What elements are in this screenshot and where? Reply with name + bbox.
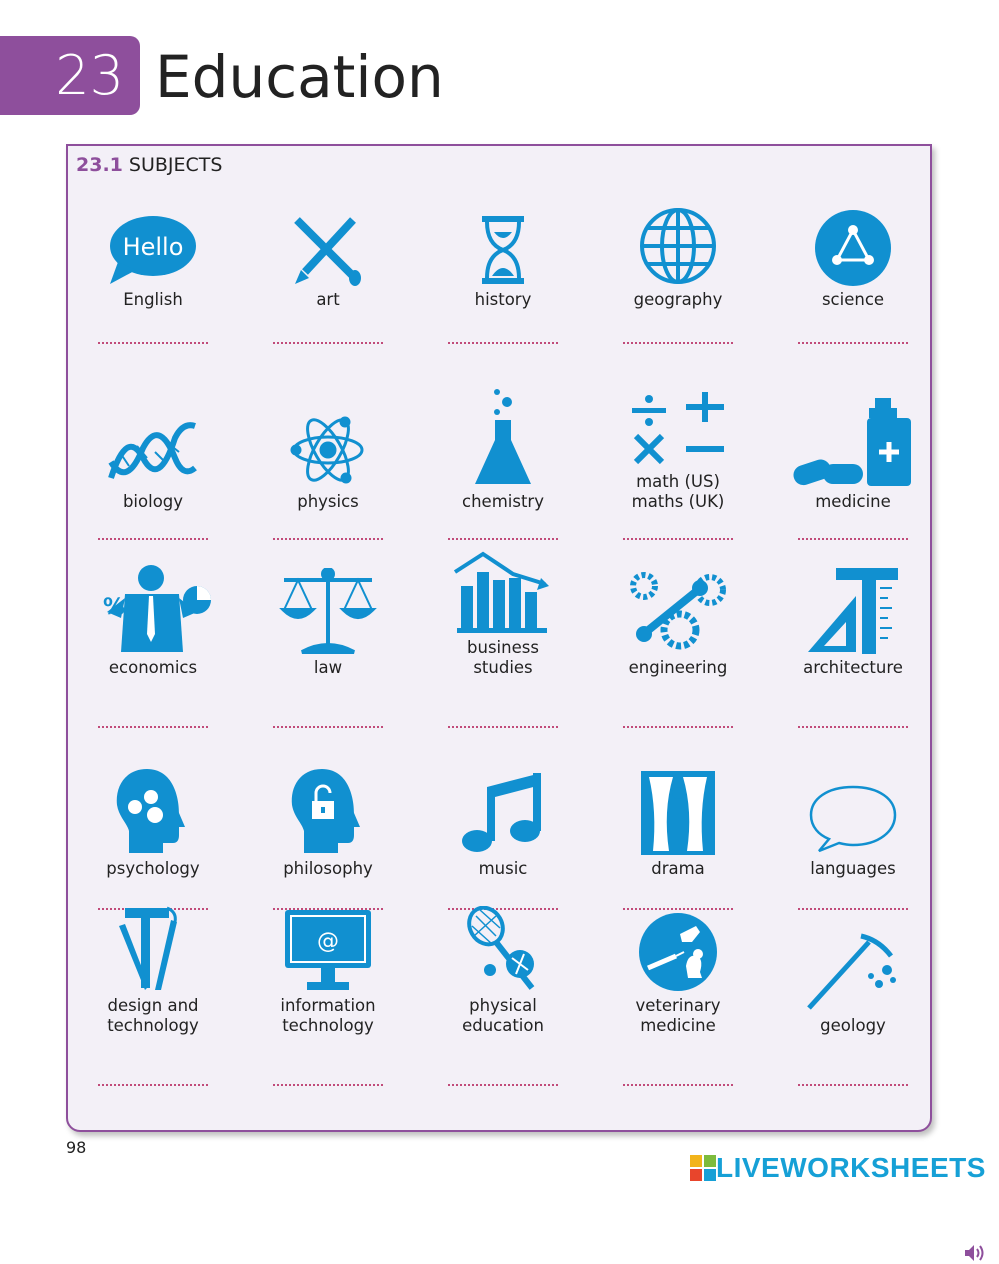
subject-label: law [313, 658, 343, 677]
pencil-brush-icon [291, 214, 365, 290]
answer-line[interactable] [98, 726, 208, 728]
answer-line[interactable] [623, 726, 733, 728]
answer-line[interactable] [98, 1084, 208, 1086]
subject-label: history [474, 290, 532, 309]
molecule-icon [815, 210, 891, 290]
speech-bubble-hello-icon [108, 214, 198, 290]
subjects-panel [66, 144, 932, 1132]
answer-line[interactable] [798, 1084, 908, 1086]
chapter-number-box [0, 36, 140, 115]
gears-wrench-icon [626, 568, 730, 658]
stage-curtain-icon [641, 771, 715, 859]
atom-icon [290, 412, 366, 492]
answer-line[interactable] [448, 726, 558, 728]
subject-label: business studies [467, 638, 539, 677]
subject-label: English [123, 290, 183, 309]
subject-label: engineering [628, 658, 728, 677]
dna-icon [107, 418, 199, 492]
subject-label: veterinary medicine [635, 996, 721, 1035]
music-note-icon [461, 771, 545, 859]
subject-label: languages [810, 859, 896, 878]
chapter-title: Education [155, 43, 444, 111]
brand-name: LIVEWORKSHEETS [716, 1152, 986, 1183]
subject-label: philosophy [283, 859, 373, 878]
empty-speech-bubble-icon [807, 785, 899, 859]
racket-ball-icon [466, 906, 540, 996]
svg-text:@: @ [317, 929, 339, 954]
computer-monitor-icon [283, 908, 373, 996]
subject-label: geography [633, 290, 723, 309]
answer-line[interactable] [273, 342, 383, 344]
pet-syringe-icon [638, 912, 718, 996]
tools-icon [115, 906, 191, 996]
section-heading [76, 154, 222, 176]
subject-label: music [478, 859, 528, 878]
pills-bottle-icon [793, 398, 913, 492]
subject-label: chemistry [462, 492, 544, 511]
subject-label: drama [651, 859, 705, 878]
section-number: 23.1 [76, 154, 123, 176]
subject-label: physical education [462, 996, 544, 1035]
answer-line[interactable] [623, 538, 733, 540]
chapter-number: 23 [55, 44, 124, 107]
brand-icon [690, 1155, 716, 1181]
subject-label: geology [820, 1016, 886, 1035]
head-padlock-icon [288, 767, 368, 859]
answer-line[interactable] [98, 342, 208, 344]
head-gears-icon [113, 767, 193, 859]
bar-chart-icon [453, 550, 553, 638]
answer-line[interactable] [798, 908, 908, 910]
answer-line[interactable] [448, 1084, 558, 1086]
hourglass-icon [480, 214, 526, 290]
subject-label: biology [122, 492, 184, 511]
scales-icon [278, 568, 378, 658]
answer-line[interactable] [798, 538, 908, 540]
subject-label: information technology [280, 996, 376, 1035]
t-square-icon [806, 566, 900, 658]
subject-label: physics [297, 492, 359, 511]
globe-icon [638, 206, 718, 290]
answer-line[interactable] [273, 726, 383, 728]
subject-label: math (US) maths (UK) [631, 472, 725, 511]
answer-line[interactable] [623, 342, 733, 344]
answer-line[interactable] [798, 726, 908, 728]
flask-icon [473, 388, 533, 492]
answer-line[interactable] [448, 538, 558, 540]
businessman-icon [93, 564, 213, 658]
answer-line[interactable] [448, 342, 558, 344]
page-number: 98 [66, 1138, 87, 1157]
subject-label: science [821, 290, 885, 309]
answer-line[interactable] [98, 538, 208, 540]
svg-text:Hello: Hello [122, 233, 184, 261]
subject-label: architecture [803, 658, 903, 677]
speaker-icon[interactable] [963, 1242, 989, 1264]
answer-line[interactable] [273, 538, 383, 540]
subject-label: psychology [106, 859, 200, 878]
subject-label: design and technology [107, 996, 199, 1035]
answer-line[interactable] [623, 1084, 733, 1086]
subject-label: art [316, 290, 340, 309]
answer-line[interactable] [623, 908, 733, 910]
brand-logo [690, 1152, 986, 1184]
pickaxe-icon [805, 932, 901, 1016]
svg-text:%: % [103, 595, 126, 620]
subject-label: medicine [815, 492, 891, 511]
section-title: SUBJECTS [128, 154, 223, 176]
answer-line[interactable] [273, 1084, 383, 1086]
math-symbols-icon [630, 392, 726, 472]
answer-line[interactable] [798, 342, 908, 344]
subject-label: economics [108, 658, 198, 677]
